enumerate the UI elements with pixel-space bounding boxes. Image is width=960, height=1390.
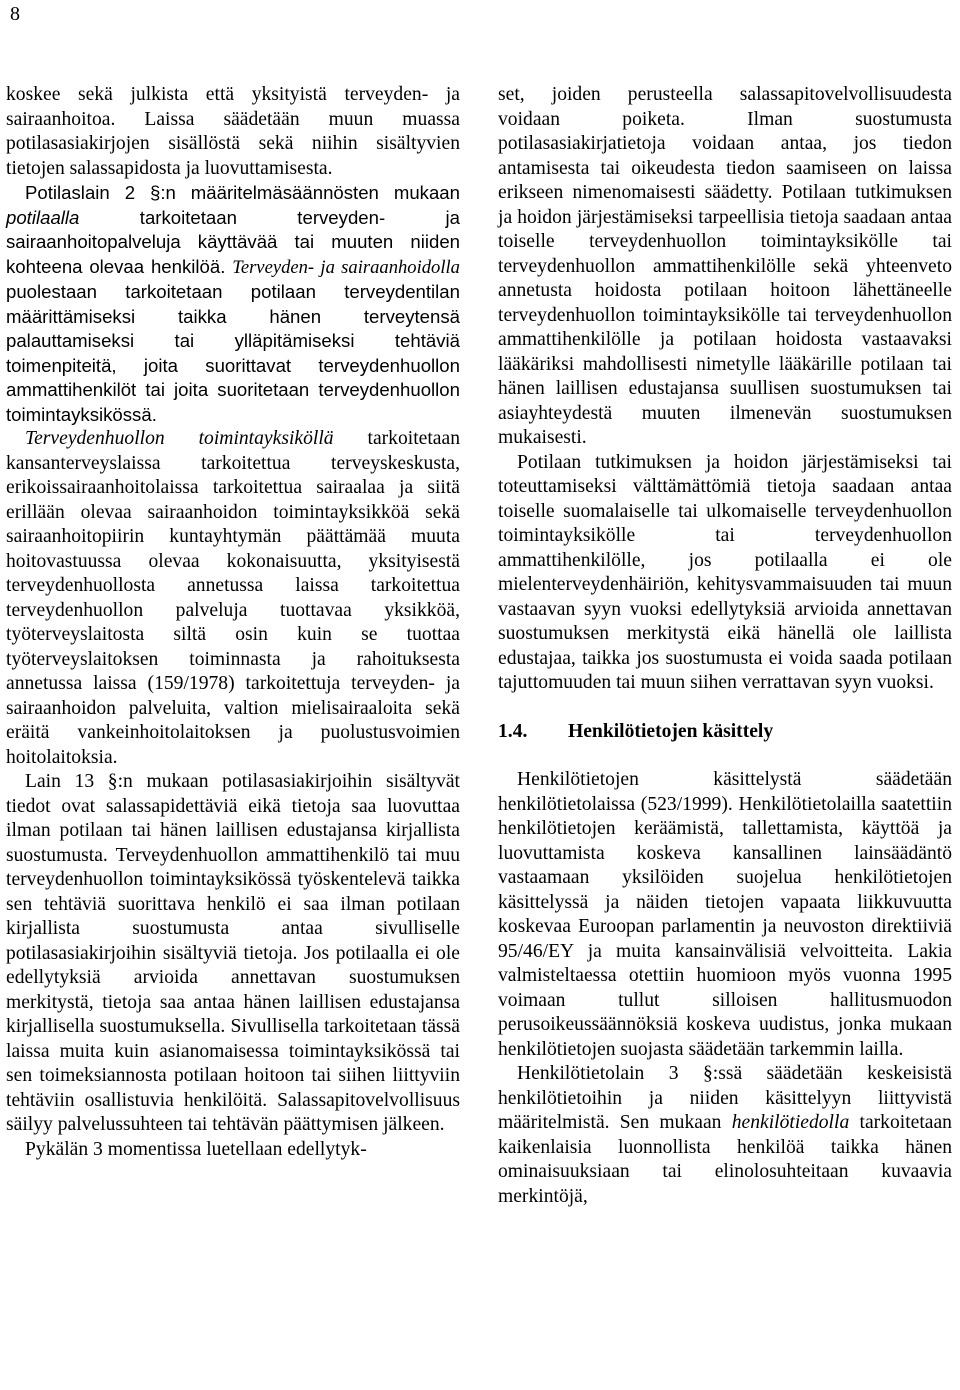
section-title: Henkilötietojen käsittely	[568, 720, 774, 742]
section-heading	[498, 720, 952, 745]
left-paragraph-5: Pykälän 3 momentissa luetellaan edellytyk-	[25, 1138, 367, 1160]
left-p2-text-b: tarkoitetaan terveyden- ja sairaanhoitopalveluja käyttävää tai muuten niiden kohteena olevaa henkilöä.	[6, 206, 460, 277]
right-column	[498, 83, 952, 1209]
left-p2-text-a: Potilaslain 2 §:n määritelmäsäännösten mukaan	[25, 182, 460, 203]
right-paragraph-4	[498, 1062, 952, 1209]
page-number: 8	[10, 3, 20, 25]
section-spacer	[498, 696, 952, 720]
left-paragraph-1: koskee sekä julkista että yksityistä terveyden- ja sairaanhoitoa. Laissa säädetään muun muassa potilasasiakirjojen sisällöstä sekä niihin sisältyvien tietojen salassapidosta ja luovuttamisesta.	[6, 84, 460, 179]
left-paragraph-2	[6, 181, 460, 427]
right-paragraph-2: Potilaan tutkimuksen ja hoidon järjestämiseksi tai toteuttamiseksi välttämättömiä tietoja saadaan antaa toiselle suomalaiselle tai ulkomaiselle terveydenhuollon toimintayksikölle tai terveydenhuollon ammattihenkilölle, jos potilaalla ei ole mielenterveydenhäiriön, kehitysvammaisuuden tai muun vastaavan syyn vuoksi edellytyksiä arvioida annettavan suostumuksen merkitystä eikä hänellä ole laillista edustajaa, taikka jos suostumusta ei voida saada potilaan tajuttomuuden tai muun siihen verrattavan syyn vuoksi.	[498, 451, 952, 693]
left-paragraph-3	[6, 427, 460, 770]
left-p2-text-c: puolestaan tarkoitetaan potilaan terveydentilan määrittämiseksi taikka hänen terveytensä palauttamiseksi tai ylläpitämiseksi tehtäviä toimenpiteitä, joita suorittavat terveydenhuollon ammattihenkilöt tai joita suoritetaan terveydenhuollon toimintayksikössä.	[6, 281, 460, 425]
right-p4-text-a: Henkilötietolain 3 §:ssä säädetään keskeisistä henkilötietoihin ja niiden käsittelyyn liittyvistä määritelmistä. Sen mukaan	[498, 1063, 952, 1133]
term-terveyden-ja-sairaanhoidolla: Terveyden- ja sairaanhoidolla	[232, 256, 460, 278]
heading-spacer	[498, 744, 952, 768]
right-paragraph-3: Henkilötietojen käsittelystä säädetään henkilötietolaissa (523/1999). Henkilötietolailla saatettiin henkilötietojen keräämistä, tallettamista, käyttöä ja luovuttamista koskeva kansallinen lainsäädäntö vastaamaan yksilöiden suojelua henkilötietojen käsittelyssä ja näiden tietojen vapaata liikkuvuutta koskevaa Euroopan parlamentin ja neuvoston direktiiviä 95/46/EY ja muita kansainvälisiä velvoitteita. Lakia valmisteltaessa otettiin huomioon myös vuonna 1995 voimaan tullut silloisen hallitusmuodon perusoikeussäännöksiä koskeva uudistus, jonka mukaan henkilötietojen suojasta säädetään tarkemmin lailla.	[498, 769, 952, 1060]
left-column	[6, 83, 460, 1162]
right-p4-text-b: tarkoitetaan kaikenlaisia luonnollista henkilöä taikka hänen ominaisuuksiaan tai elinolosuhteitaan kuvaavia merkintöjä,	[498, 1112, 952, 1207]
left-p3-text: tarkoitetaan kansanterveyslaissa tarkoitettua terveyskeskusta, erikoissairaanhoitolaissa tarkoitettua sairaalaa ja siitä erillään olevaa sairaanhoidon toimintayksikköä sekä sairaanhoitopiirin kuntayhtymän päättämää muuta hoitovastuussa olevaa kokonaisuutta, yksityisestä terveydenhuollosta annetussa laissa tarkoitettua terveydenhuollon palveluja tuottavaa yksikköä, työterveyslaitosta siltä osin kuin se tuottaa työterveyslaitoksen toiminnasta ja rahoituksesta annetussa laissa (159/1978) tarkoitettuja terveyden- ja sairaanhoidon palveluita, valtion mielisairaaloita sekä eräitä vankeinhoitolaitoksen ja puolustusvoimien hoitolaitoksia.	[6, 428, 460, 768]
right-paragraph-1: set, joiden perusteella salassapitovelvollisuudesta voidaan poiketa. Ilman suostumusta potilasasiakirjatietoja voidaan antaa, jos tiedon antamisesta tai oikeudesta tiedon saamiseen on laissa erikseen nimenomaisesti säädetty. Potilaan tutkimuksen ja hoidon järjestämiseksi tarpeellisia tietoja saadaan antaa toiselle terveydenhuollon toimintayksikölle tai terveydenhuollon ammattihenkilölle sekä yhteenveto annetusta hoidosta potilaan hoitoon lähettäneelle terveydenhuollon toimintayksikölle tai terveydenhuollon ammattihenkilölle ja potilaan hoidosta vastaavaksi lääkäriksi mahdollisesti nimetylle lääkärille potilaan tai hänen laillisen edustajansa suullisen suostumuksen tai asiayhteydestä muuten ilmenevän suostumuksen mukaisesti.	[498, 84, 952, 448]
term-henkilotiedolla: henkilötiedolla	[731, 1112, 850, 1133]
term-potilaalla: potilaalla	[6, 206, 80, 228]
section-number: 1.4.	[498, 720, 528, 742]
term-terveydenhuollon-toimintayksikolla: Terveydenhuollon toimintayksiköllä	[25, 428, 334, 449]
left-paragraph-4: Lain 13 §:n mukaan potilasasiakirjoihin sisältyvät tiedot ovat salassapidettäviä eikä tietoja saa luovuttaa ilman potilaan tai hänen laillisen edustajansa kirjallista suostumusta. Terveydenhuollon ammattihenkilö tai muu terveydenhuollon toimintayksikössä työskentelevä taikka sen tehtäviä suorittava henkilö ei saa ilman potilaan kirjallista suostumusta antaa sivulliselle potilasasiakirjoihin sisältyviä tietoja. Jos potilaalla ei ole edellytyksiä arvioida annettavan suostumuksen merkitystä, tietoja saa antaa hänen laillisen edustajansa kirjallisella suostumuksella. Sivullisella tarkoitetaan tässä laissa muita kuin asianomaisessa toimintayksikössä tai sen toimeksiannosta potilaan hoitoon tai siihen liittyviin tehtäviin osallistuvia henkilöitä. Salassapitovelvollisuus säilyy palvelussuhteen tai tehtävän päättymisen jälkeen.	[6, 771, 460, 1135]
